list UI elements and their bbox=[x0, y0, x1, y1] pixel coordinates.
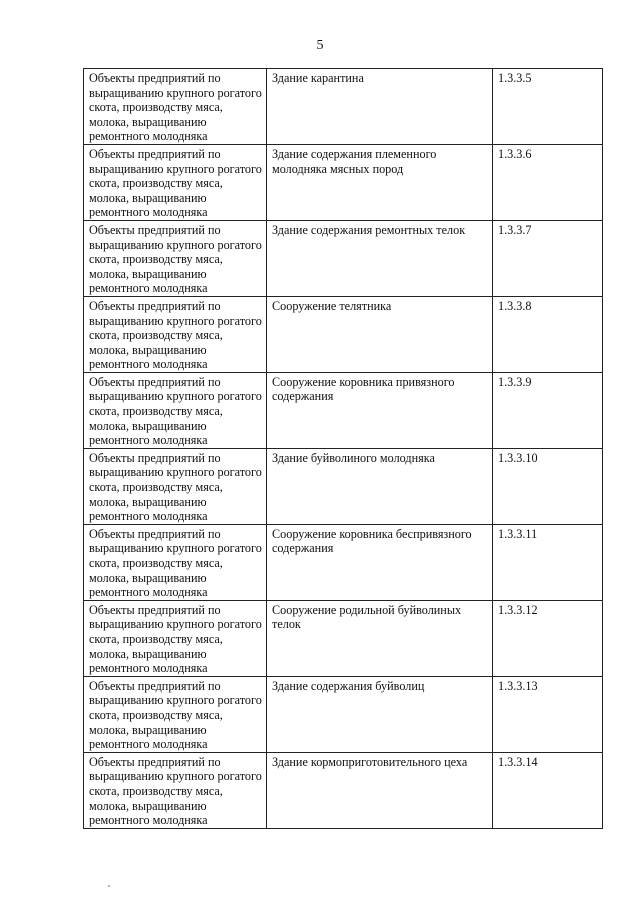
object-type-cell: Объекты предприятий по выращиванию крупного рогатого скота, производству мяса, молока, выращиванию ремонтного молодняка bbox=[84, 448, 267, 524]
building-name-cell: Здание карантина bbox=[267, 69, 493, 145]
table-row bbox=[84, 220, 603, 296]
building-name-cell: Здание содержания ремонтных телок bbox=[267, 220, 493, 296]
object-type-cell: Объекты предприятий по выращиванию крупного рогатого скота, производству мяса, молока, выращиванию ремонтного молодняка bbox=[84, 296, 267, 372]
object-type-cell: Объекты предприятий по выращиванию крупного рогатого скота, производству мяса, молока, выращиванию ремонтного молодняка bbox=[84, 220, 267, 296]
object-type-cell: Объекты предприятий по выращиванию крупного рогатого скота, производству мяса, молока, выращиванию ремонтного молодняка bbox=[84, 69, 267, 145]
building-name-cell: Здание кормоприготовительного цеха bbox=[267, 752, 493, 828]
building-name-cell: Сооружение телятника bbox=[267, 296, 493, 372]
table-row bbox=[84, 372, 603, 448]
table-row bbox=[84, 524, 603, 600]
object-type-cell: Объекты предприятий по выращиванию крупного рогатого скота, производству мяса, молока, выращиванию ремонтного молодняка bbox=[84, 524, 267, 600]
scan-speck bbox=[108, 885, 110, 887]
code-cell: 1.3.3.6 bbox=[493, 144, 603, 220]
object-type-cell: Объекты предприятий по выращиванию крупного рогатого скота, производству мяса, молока, выращиванию ремонтного молодняка bbox=[84, 752, 267, 828]
building-name-cell: Здание содержания буйволиц bbox=[267, 676, 493, 752]
table-row bbox=[84, 296, 603, 372]
object-type-cell: Объекты предприятий по выращиванию крупного рогатого скота, производству мяса, молока, выращиванию ремонтного молодняка bbox=[84, 600, 267, 676]
page-number: 5 bbox=[316, 38, 324, 53]
building-name-cell: Сооружение родильной буйволиных телок bbox=[267, 600, 493, 676]
code-cell: 1.3.3.10 bbox=[493, 448, 603, 524]
table-row bbox=[84, 69, 603, 145]
table-row bbox=[84, 600, 603, 676]
table-row bbox=[84, 676, 603, 752]
code-cell: 1.3.3.9 bbox=[493, 372, 603, 448]
object-type-cell: Объекты предприятий по выращиванию крупного рогатого скота, производству мяса, молока, выращиванию ремонтного молодняка bbox=[84, 372, 267, 448]
code-cell: 1.3.3.12 bbox=[493, 600, 603, 676]
table-row bbox=[84, 144, 603, 220]
object-classification-table bbox=[83, 68, 603, 829]
code-cell: 1.3.3.5 bbox=[493, 69, 603, 145]
table-row bbox=[84, 448, 603, 524]
building-name-cell: Сооружение коровника привязного содержания bbox=[267, 372, 493, 448]
code-cell: 1.3.3.14 bbox=[493, 752, 603, 828]
table-row bbox=[84, 752, 603, 828]
code-cell: 1.3.3.11 bbox=[493, 524, 603, 600]
building-name-cell: Сооружение коровника беспривязного содержания bbox=[267, 524, 493, 600]
code-cell: 1.3.3.7 bbox=[493, 220, 603, 296]
object-type-cell: Объекты предприятий по выращиванию крупного рогатого скота, производству мяса, молока, выращиванию ремонтного молодняка bbox=[84, 676, 267, 752]
building-name-cell: Здание буйволиного молодняка bbox=[267, 448, 493, 524]
building-name-cell: Здание содержания племенного молодняка мясных пород bbox=[267, 144, 493, 220]
object-type-cell: Объекты предприятий по выращиванию крупного рогатого скота, производству мяса, молока, выращиванию ремонтного молодняка bbox=[84, 144, 267, 220]
code-cell: 1.3.3.13 bbox=[493, 676, 603, 752]
code-cell: 1.3.3.8 bbox=[493, 296, 603, 372]
